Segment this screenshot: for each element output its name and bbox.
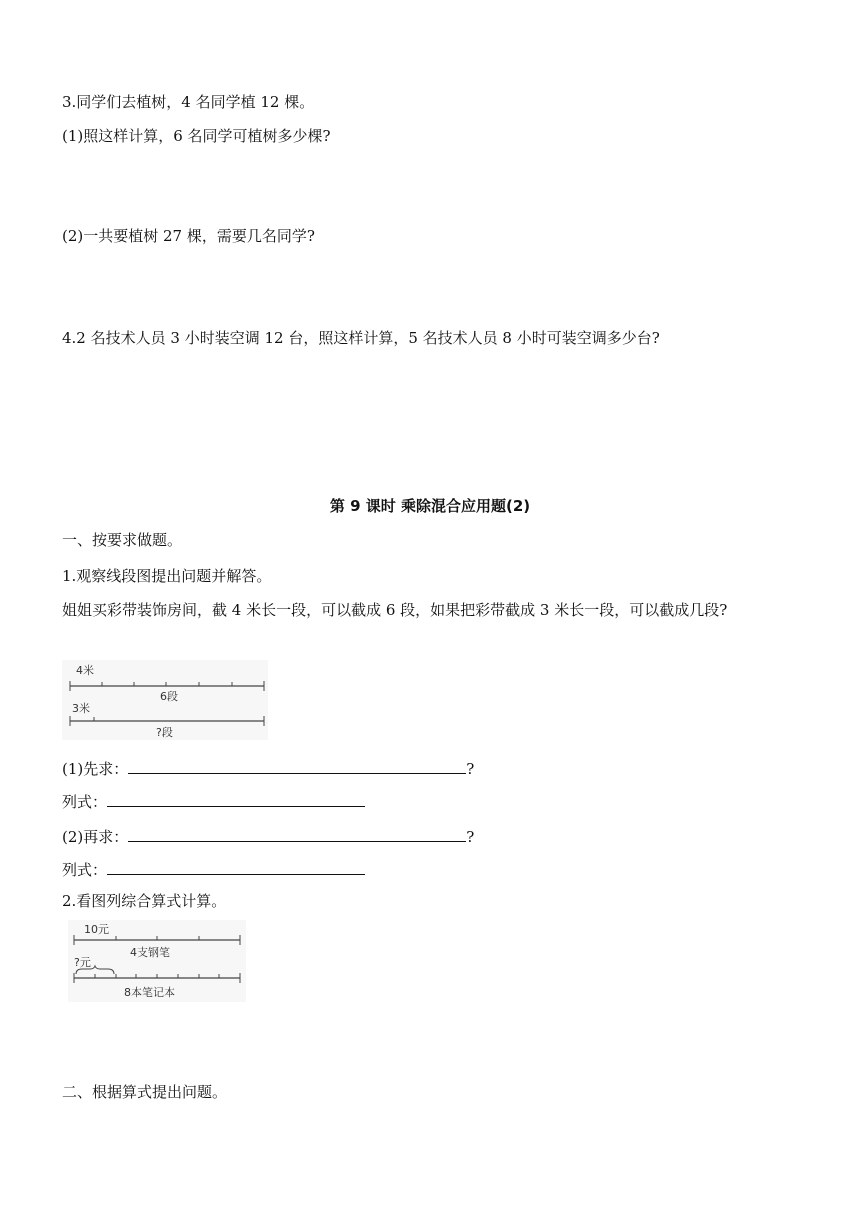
diagram2-top-label: 10元 — [84, 923, 109, 936]
segment-diagram-ribbon — [62, 660, 268, 740]
first-ask-row — [62, 757, 474, 779]
second-ask-label: (2)再求： — [62, 828, 129, 846]
first-ask-question-mark: ? — [466, 760, 475, 778]
q3-stem: 3.同学们去植树，4 名同学植 12 棵。 — [62, 93, 315, 111]
segment-diagram-pens — [68, 920, 246, 1002]
q4-question: 4.2 名技术人员 3 小时装空调 12 台，照这样计算，5 名技术人员 8 小时可装空调多少台? — [62, 329, 660, 347]
item1-title: 1.观察线段图提出问题并解答。 — [62, 567, 272, 585]
first-formula-label: 列式： — [62, 793, 108, 811]
second-ask-row — [62, 825, 474, 847]
first-ask-blank[interactable] — [128, 757, 466, 774]
lesson-title: 第 9 课时 乘除混合应用题(2) — [329, 497, 531, 515]
item2-title: 2.看图列综合算式计算。 — [62, 892, 227, 910]
first-formula-row — [62, 790, 365, 812]
diagram1-top-label: 4米 — [76, 664, 94, 677]
second-ask-blank[interactable] — [128, 825, 466, 842]
q3-part2: (2)一共要植树 27 棵，需要几名同学? — [62, 227, 315, 245]
diagram1-bottom-label: 3米 — [72, 702, 90, 715]
diagram2-bottom-bottom-label: 8本笔记本 — [124, 986, 175, 999]
diagram1-top-bottom-label: 6段 — [160, 690, 178, 703]
diagram2-top-bottom-label: 4支钢笔 — [130, 946, 170, 959]
second-formula-label: 列式： — [62, 861, 108, 879]
first-formula-blank[interactable] — [107, 790, 365, 807]
section2-heading: 二、根据算式提出问题。 — [62, 1083, 228, 1101]
diagram2-bottom-label: ?元 — [74, 956, 91, 969]
second-ask-question-mark: ? — [466, 828, 475, 846]
first-ask-label: (1)先求： — [62, 760, 129, 778]
second-formula-row — [62, 858, 365, 880]
second-formula-blank[interactable] — [107, 858, 365, 875]
q3-part1: (1)照这样计算，6 名同学可植树多少棵? — [62, 127, 331, 145]
diagram1-bottom-bottom-label: ?段 — [156, 726, 173, 739]
section1-heading: 一、按要求做题。 — [62, 531, 183, 549]
item1-problem: 姐姐买彩带装饰房间，截 4 米长一段，可以截成 6 段，如果把彩带截成 3 米长一段，可以截成几段? — [62, 601, 728, 619]
